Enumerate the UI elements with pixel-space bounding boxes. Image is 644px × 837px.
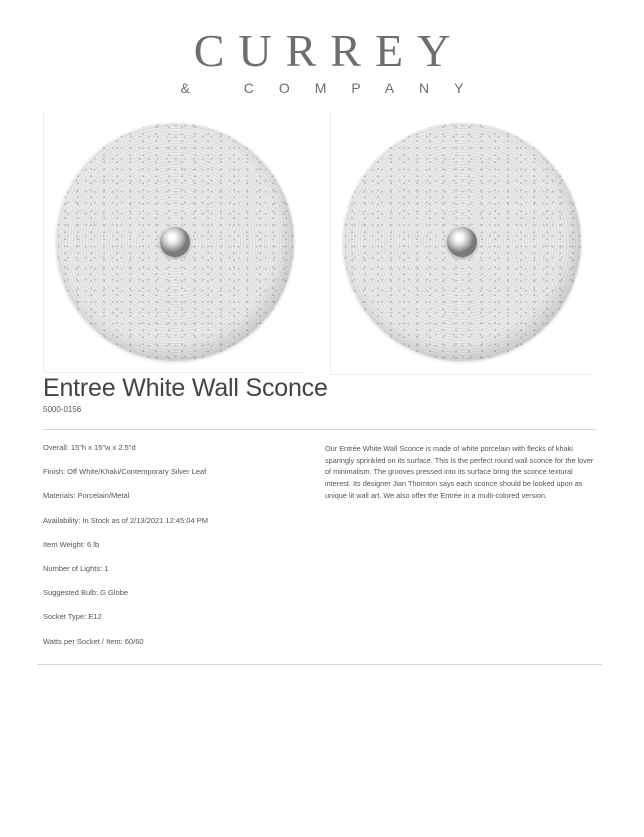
spec-watts: Watts per Socket / Item: 60/60 [43,636,144,646]
divider [43,429,596,430]
spec-finish: Finish: Off White/Khaki/Contemporary Silver Leaf [43,467,207,477]
sconce-disc [56,123,294,361]
product-image-front [43,112,306,373]
product-description: Our Entrée White Wall Sconce is made of white porcelain with flecks of khaki sparingly sprinkled on its surface. This is the perfect round wall sconce for the lover of minimalism. The grooves pressed into its surface bring the sconce textural interest. Its designer Jian Thornton says each sconce should be looked upon as unique lit wall art. We also offer the Entrée in a multi-colored version. [325,444,594,500]
logo-sub: & COMPANY [180,80,489,96]
product-title: Entree White Wall Sconce [43,374,328,402]
spec-list [43,443,208,661]
spec-materials: Materials: Porcelain/Metal [43,491,130,501]
spec-weight: Item Weight: 6 lb [43,539,100,549]
spec-availability: Availability: In Stock as of 2/13/2021 12:45:04 PM [43,515,208,525]
sconce-knob [447,227,477,257]
brand-logo [0,25,644,96]
spec-overall: Overall: 15"h x 15"w x 2.5"d [43,443,136,452]
product-sku: 5000-0156 [43,405,82,414]
logo-name: CURREY [193,25,465,76]
sconce-knob [160,227,190,257]
footer-divider [37,664,602,665]
spec-socket: Socket Type: E12 [43,612,102,622]
sconce-disc [343,123,581,361]
spec-bulb: Suggested Bulb: G Globe [43,588,129,598]
spec-lights: Number of Lights: 1 [43,563,109,573]
product-image-alt [330,112,593,375]
